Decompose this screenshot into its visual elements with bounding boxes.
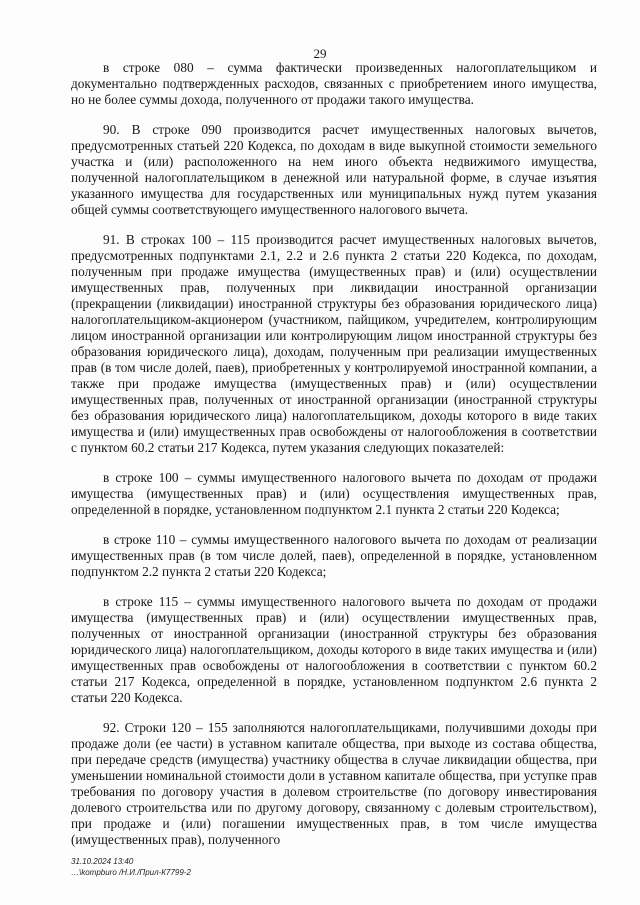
paragraph-row-100: в строке 100 – суммы имущественного налогового вычета по доходам от продажи имущества (имущественных прав) и (или) осуществления имущественных прав, определенной в порядке, установленном подпунктом 2.1 пункта 2 статьи 220 Кодекса;	[71, 470, 597, 517]
footer-date: 31.10.2024 13:40	[71, 857, 134, 866]
paragraph-92: 92. Строки 120 – 155 заполняются налогоплательщиками, получившими доходы при продаже доли (ее части) в уставном капитале общества, при выходе из состава общества, при передаче средств (имущества) участнику общества в случае ликвидации общества, при уменьшении номинальной стоимости доли в уставном капитале общества, при уступке прав требования по договору участия в долевом строительстве (по договору инвестирования долевого строительства или по другому договору, связанному с долевым строительством), при продаже и (или) погашении имущественных прав, в том числе имущества (имущественных прав), полученного	[71, 720, 597, 847]
paragraph-row-080: в строке 080 – сумма фактически произведенных налогоплательщиком и документально подтвержденных расходов, связанных с приобретением иного имущества, но не более суммы дохода, полученного от продажи такого имущества.	[71, 60, 597, 107]
paragraph-row-110: в строке 110 – суммы имущественного налогового вычета по доходам от реализации имущественных прав (в том числе долей, паев), определенной в порядке, установленном подпунктом 2.2 пункта 2 статьи 220 Кодекса;	[71, 532, 597, 579]
document-body	[71, 60, 597, 862]
paragraph-91: 91. В строках 100 – 115 производится расчет имущественных налоговых вычетов, предусмотренных подпунктами 2.1, 2.2 и 2.6 пункта 2 статьи 220 Кодекса, по доходам, полученным при продаже имущества (имущественных прав) и (или) осуществлении имущественных прав, полученных при ликвидации иностранной организации (прекращении (ликвидации) иностранной структуры без образования юридического лица) налогоплательщиком-акционером (участником, пайщиком, учредителем, контролирующим лицом иностранной организации или контролирующим лицом иностранной структуры без образования юридического лица), доходам, полученным при реализации имущественных прав (в том числе долей, паев), приобретенных у контролируемой иностранной компании, а также при продаже имущества (имущественных прав) и (или) осуществлении имущественных прав, полученных от иностранной организации (иностранной структуры без образования юридического лица) налогоплательщиком, доходы которого в виде таких имущества и (или) имущественных прав освобождены от налогообложения в соответствии с пунктом 60.2 статьи 217 Кодекса, путем указания следующих показателей:	[71, 232, 597, 455]
page-number: 29	[313, 46, 327, 61]
footer-stamp	[71, 856, 191, 878]
paragraph-row-115: в строке 115 – суммы имущественного налогового вычета по доходам от продажи имущества (имущественных прав) и (или) осуществлении имущественных прав, полученных от иностранной организации (иностранной структуры без образования юридического лица) налогоплательщиком, доходы которого в виде таких имущества и (или) имущественных прав освобождены от налогообложения в соответствии с пунктом 60.2 статьи 217 Кодекса, определенной в порядке, установленном подпунктом 2.6 пункта 2 статьи 220 Кодекса.	[71, 594, 597, 705]
paragraph-90: 90. В строке 090 производится расчет имущественных налоговых вычетов, предусмотренных статьей 220 Кодекса, по доходам в виде выкупной стоимости земельного участка и (или) расположенного на нем иного объекта недвижимого имущества, полученной налогоплательщиком в денежной или натуральной форме, в случае изъятия указанного имущества для государственных или муниципальных нужд путем указания общей суммы соответствующего имущественного налогового вычета.	[71, 122, 597, 217]
footer-path: …\kompburo /Н.И./Прил-К7799-2	[71, 868, 191, 877]
